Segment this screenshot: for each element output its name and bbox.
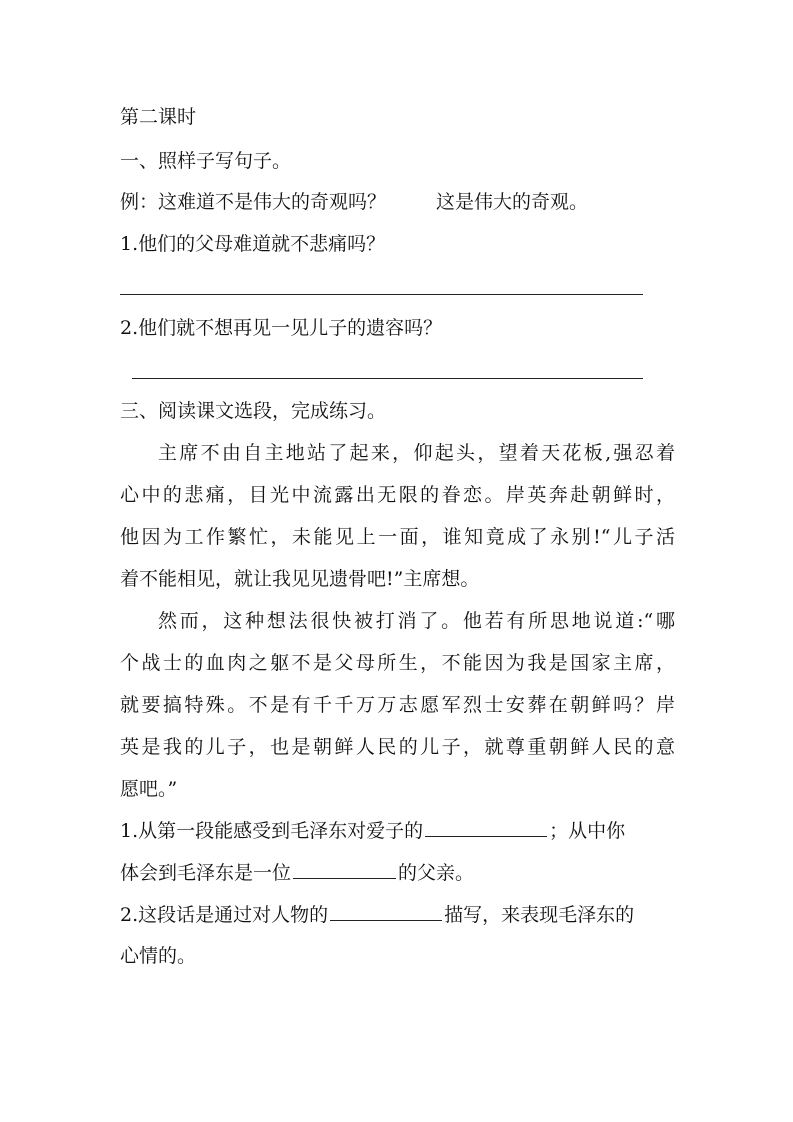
example-answer: 这是伟大的奇观。 <box>436 191 589 213</box>
q3-1-blank-2[interactable] <box>293 860 396 879</box>
lesson-title: 第二课时 <box>120 106 197 128</box>
passage-p2-line1: 然而，这种想法很快被打消了。他若有所思地说道:“哪 <box>158 610 675 632</box>
q3-1-text-b: ；从中你 <box>549 820 626 842</box>
example-row <box>120 190 588 214</box>
question-3-1-line1 <box>120 818 625 843</box>
passage-p1-line4: 着不能相见，就让我见见遗骨吧!”主席想。 <box>120 568 480 590</box>
passage-p1-line1: 主席不由自主地站了起来，仰起头，望着天花板,强忍着 <box>158 442 675 464</box>
q3-2-text-a: 2.这段话是通过对人物的 <box>120 904 329 926</box>
passage-p1-line2: 心中的悲痛，目光中流露出无限的眷恋。岸英奔赴朝鲜时， <box>120 484 675 506</box>
answer-line-1[interactable] <box>120 294 643 295</box>
passage-p2-line2: 个战士的血肉之躯不是父母所生，不能因为我是国家主席， <box>120 652 675 674</box>
example-question: 例：这难道不是伟大的奇观吗？ <box>120 191 387 213</box>
question-3-2-line2: 心情的。 <box>120 945 197 967</box>
passage-p1-line3: 他因为工作繁忙，未能见上一面，谁知竟成了永别!“儿子活 <box>120 526 675 548</box>
answer-line-2[interactable] <box>132 378 643 379</box>
q3-1-blank-1[interactable] <box>425 818 547 837</box>
passage-p2-line3: 就要搞特殊。不是有千千万万志愿军烈士安葬在朝鲜吗？岸 <box>120 694 675 716</box>
q3-2-blank-1[interactable] <box>330 902 442 921</box>
passage-p2-line4: 英是我的儿子，也是朝鲜人民的儿子，就尊重朝鲜人民的意 <box>120 736 675 758</box>
q3-1-text-a: 1.从第一段能感受到毛泽东对爱子的 <box>120 820 424 842</box>
question-3-2-line1 <box>120 902 634 927</box>
q3-2-text-b: 描写，来表现毛泽东的 <box>444 904 635 926</box>
question-1-2: 2.他们就不想再见一见儿子的遗容吗？ <box>120 317 443 339</box>
section-3-heading: 三、阅读课文选段，完成练习。 <box>120 400 387 422</box>
q3-1-text-d: 的父亲。 <box>398 862 475 884</box>
section-1-heading: 一、照样子写句子。 <box>120 150 292 172</box>
q3-1-text-c: 体会到毛泽东是一位 <box>120 862 292 884</box>
question-3-1-line2 <box>120 860 474 885</box>
question-1-1: 1.他们的父母难道就不悲痛吗？ <box>120 233 386 255</box>
passage-p2-line5: 愿吧。” <box>120 778 178 800</box>
